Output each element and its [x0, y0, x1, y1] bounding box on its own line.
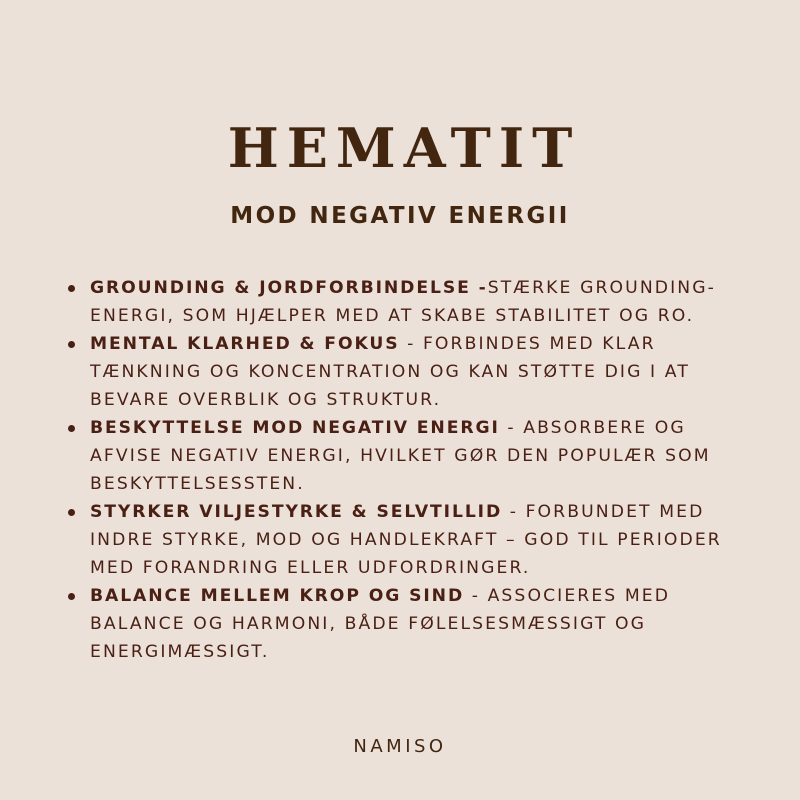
list-item [68, 274, 758, 330]
benefit-heading: MENTAL KLARHED & FOKUS [90, 334, 400, 354]
list-item [68, 582, 758, 666]
benefit-text: - ASSOCIERES MED BALANCE OG HARMONI, BÅDE FØLELSESMÆSSIGT OG ENERGIMÆSSIGT. [90, 586, 671, 662]
benefits-list [68, 274, 758, 666]
bullet-icon [68, 341, 75, 348]
page-title: HEMATIT [227, 116, 581, 180]
benefit-heading: BALANCE MELLEM KROP OG SIND [90, 586, 465, 606]
list-item [68, 498, 758, 582]
benefit-text: STÆRKE GROUNDING-ENERGI, SOM HJÆLPER MED AT SKABE STABILITET OG RO. [90, 278, 716, 326]
benefit-heading: STYRKER VILJESTYRKE & SELVTILLID [90, 502, 503, 522]
bullet-icon [68, 593, 75, 600]
benefit-text: - ABSORBERE OG AFVISE NEGATIV ENERGI, HVILKET GØR DEN POPULÆR SOM BESKYTTELSESSTEN. [90, 418, 711, 494]
page-subtitle: MOD NEGATIV ENERGII [230, 203, 570, 229]
list-item [68, 330, 758, 414]
benefit-heading: GROUNDING & JORDFORBINDELSE - [90, 278, 488, 298]
bullet-icon [68, 509, 75, 516]
benefit-heading: BESKYTTELSE MOD NEGATIV ENERGI [90, 418, 500, 438]
bullet-icon [68, 425, 75, 432]
list-item [68, 414, 758, 498]
benefit-text: - FORBUNDET MED INDRE STYRKE, MOD OG HANDLEKRAFT – GOD TIL PERIODER MED FORANDRING ELLER UDFORDRINGER. [90, 502, 722, 578]
benefit-text: - FORBINDES MED KLAR TÆNKNING OG KONCENTRATION OG KAN STØTTE DIG I AT BEVARE OVERBLIK OG STRUKTUR. [90, 334, 690, 410]
bullet-icon [68, 285, 75, 292]
brand-logo-text: NAMISO [353, 736, 447, 757]
